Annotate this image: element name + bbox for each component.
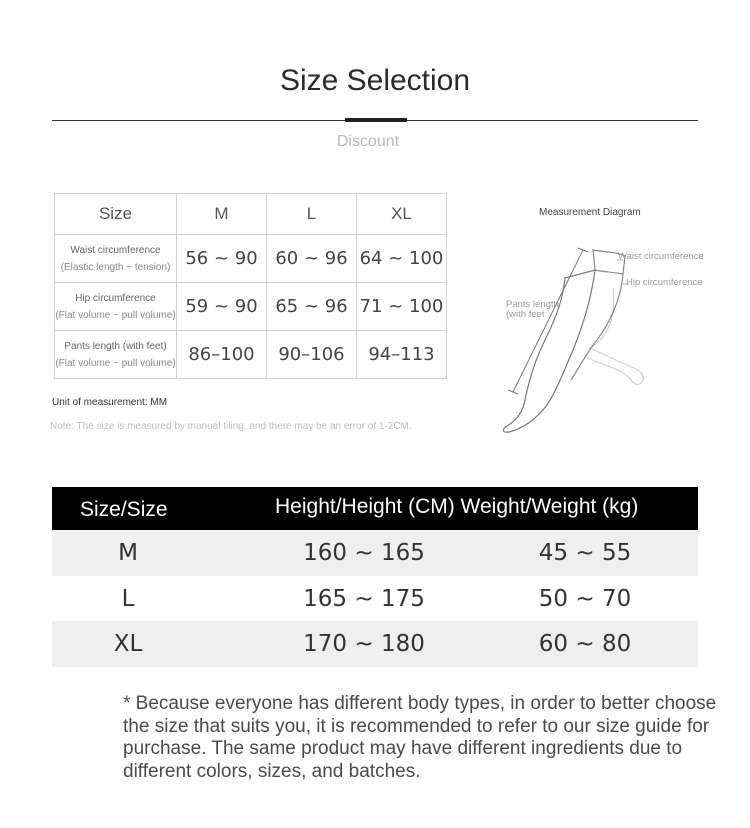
table-row xyxy=(55,283,447,331)
size-cell: L xyxy=(121,585,135,612)
diagram-title: Measurement Diagram xyxy=(539,207,641,218)
table-cell: 65 ~ 96 xyxy=(267,283,357,331)
measurement-diagram xyxy=(495,240,725,440)
measurement-table xyxy=(54,193,447,379)
table-cell: 59 ~ 90 xyxy=(177,283,267,331)
size-cell: XL xyxy=(113,631,143,658)
title-divider-accent xyxy=(345,118,407,122)
table-cell: 71 ~ 100 xyxy=(357,283,447,331)
table-cell: 56 ~ 90 xyxy=(177,235,267,283)
header-height-weight: Height/Height (CM) Weight/Weight (kg) xyxy=(275,495,639,518)
weight-cell: 50 ~ 70 xyxy=(538,585,632,612)
row-sublabel-text: (Flat volume ~ pull volume) xyxy=(55,357,176,369)
row-sublabel-text: (Elastic length ~ tension) xyxy=(60,261,171,273)
table-cell: 64 ~ 100 xyxy=(357,235,447,283)
weight-cell: 60 ~ 80 xyxy=(538,631,632,658)
header-size: Size/Size xyxy=(80,498,168,521)
back-leg-outline xyxy=(587,288,643,385)
table-row xyxy=(55,235,447,283)
page-title: Size Selection xyxy=(279,64,471,97)
table-row xyxy=(55,331,447,379)
header-l: L xyxy=(267,194,357,235)
measurement-table-header xyxy=(55,194,447,235)
header-xl: XL xyxy=(357,194,447,235)
row-label-text: Hip circumference xyxy=(75,292,156,304)
front-leg-outline xyxy=(503,270,595,432)
weight-cell: 45 ~ 55 xyxy=(538,539,632,566)
row-label-text: Pants length (with feet) xyxy=(64,340,167,352)
row-label-text: Waist circumference xyxy=(70,244,161,256)
table-cell: 90–106 xyxy=(267,331,357,379)
header-m: M xyxy=(177,194,267,235)
height-weight-header xyxy=(52,487,698,530)
diagram-label-waist: Waist circumference xyxy=(618,251,704,262)
diagram-label-length: Pants length (with feet xyxy=(506,299,559,320)
header-size: Size xyxy=(55,194,177,235)
error-note: Note: The size is measured by manual tiling, and there may be an error of 1-2CM. xyxy=(50,421,412,432)
row-sublabel-text: (Flat volume ~ pull volume) xyxy=(55,309,176,321)
table-row xyxy=(52,621,698,667)
leg-inner-outline xyxy=(571,274,623,380)
leg-illustration xyxy=(495,240,725,440)
table-row xyxy=(52,576,698,622)
height-weight-table xyxy=(52,487,698,667)
unit-note: Unit of measurement: MM xyxy=(52,397,168,408)
height-cell: 160 ~ 165 xyxy=(303,539,425,566)
row-label-length xyxy=(55,331,177,379)
table-cell: 60 ~ 96 xyxy=(267,235,357,283)
size-cell: M xyxy=(118,539,138,566)
row-label-waist xyxy=(55,235,177,283)
row-label-hip xyxy=(55,283,177,331)
page-subtitle: Discount xyxy=(336,133,400,150)
height-cell: 170 ~ 180 xyxy=(303,631,425,658)
height-cell: 165 ~ 175 xyxy=(303,585,425,612)
table-cell: 86–100 xyxy=(177,331,267,379)
size-footnote: * Because everyone has different body types, in order to better choose the size that suits you, it is recommended to refer to our size guide for purchase. The same product may have different ingredients due to different colors, sizes, and batches. xyxy=(123,693,717,782)
diagram-label-hip: Hip circumference xyxy=(626,277,703,288)
table-cell: 94–113 xyxy=(357,331,447,379)
table-row xyxy=(52,530,698,576)
